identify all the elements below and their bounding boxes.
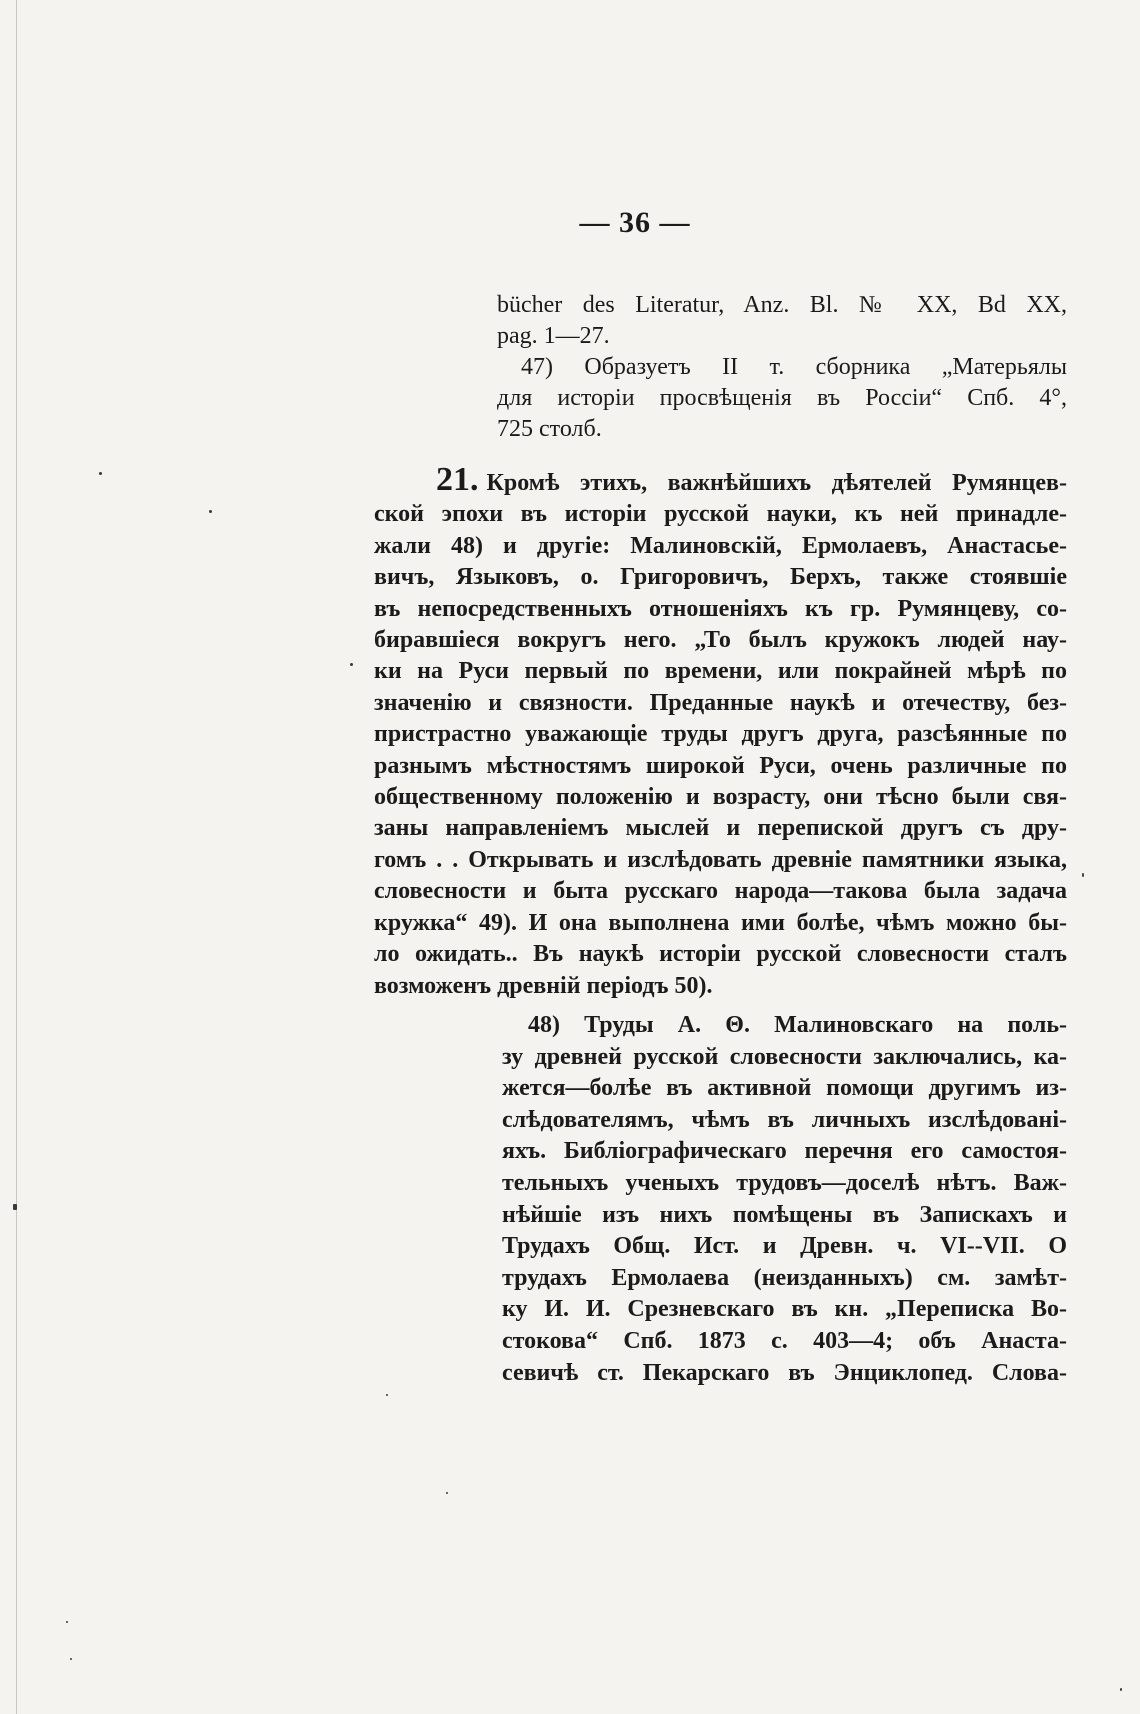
paragraph-line-2: ской эпохи въ исторіи русской науки, къ ней принадле- xyxy=(374,501,1067,528)
footnote-48-line-10: ку И. И. Срезневскаго въ кн. „Переписка Во- xyxy=(502,1296,1067,1323)
footnote-48-line-6: тельныхъ ученыхъ трудовъ—доселѣ нѣтъ. Важ- xyxy=(502,1169,1067,1196)
paragraph-line-12: заны направленіемъ мыслей и перепиской другъ съ дру- xyxy=(374,815,1067,842)
paragraph-line-5: въ непосредственныхъ отношеніяхъ къ гр. Румянцеву, со- xyxy=(374,595,1067,622)
paragraph-line-10: разнымъ мѣстностямъ широкой Руси, очень различные по xyxy=(374,752,1067,779)
footnote-48-line-4: слѣдователямъ, чѣмъ въ личныхъ изслѣдованi- xyxy=(502,1106,1067,1133)
footnote-48-line-2: зу древней русской словесности заключались, ка- xyxy=(502,1043,1067,1070)
scan-speck xyxy=(386,1394,388,1396)
page-binding-edge xyxy=(16,0,17,1714)
scan-speck xyxy=(66,1621,68,1623)
paragraph-line-14: словесности и быта русскаго народа—такова была задача xyxy=(374,878,1067,905)
footnote-48-line-1: 48) Труды А. Θ. Малиновскаго на поль- xyxy=(528,1012,1067,1038)
footnote-47-line-1: 47) Образуетъ II т. сборника „Матерьялы xyxy=(521,354,1067,380)
page-number: — 36 — xyxy=(579,206,691,239)
footnote-47-line-3: 725 столб. xyxy=(497,416,602,442)
paragraph-line-13: гомъ . . Открывать и изслѣдовать древніе памятники языка, xyxy=(374,846,1067,873)
footnote-47-line-2: для исторіи просвѣщенія въ Россіи“ Спб. 4°, xyxy=(497,385,1067,411)
paragraph-line-7: ки на Руси первый по времени, или покрайней мѣрѣ по xyxy=(374,658,1067,685)
paragraph-line-8: значенію и связности. Преданные наукѣ и отечеству, без- xyxy=(374,689,1067,716)
scan-speck xyxy=(446,1492,448,1494)
paragraph-line-1 xyxy=(374,461,1067,499)
paragraph-line-1-text: Кромѣ этихъ, важнѣйшихъ дѣятелей Румянцев- xyxy=(486,470,1067,496)
scan-speck xyxy=(13,1204,17,1210)
footnote-48-line-9: трудахъ Ермолаева (неизданныхъ) см. замѣт- xyxy=(502,1264,1067,1291)
paragraph-line-9: пристрастно уважающіе труды другъ друга, разсѣянные по xyxy=(374,721,1067,748)
footnote-48-line-8: Трудахъ Общ. Ист. и Древн. ч. VI--VII. О xyxy=(502,1233,1067,1260)
paragraph-line-6: биравшіеся вокругъ него. „То былъ кружокъ людей нау- xyxy=(374,627,1067,654)
scan-speck xyxy=(1082,873,1084,877)
footnote-48-line-12: севичѣ ст. Пекарскаго въ Энциклопед. Слова- xyxy=(502,1359,1067,1386)
scan-speck xyxy=(209,510,212,513)
footnote-continuation-line-1: bücher des Literatur, Anz. Bl. № XX, Bd XX, xyxy=(497,292,1067,318)
scan-speck xyxy=(350,663,353,666)
footnote-48-line-5: яхъ. Библіографическаго перечня его самостоя- xyxy=(502,1138,1067,1165)
scan-speck xyxy=(99,472,102,475)
footnote-continuation-line-2: pag. 1—27. xyxy=(497,323,610,349)
scan-speck xyxy=(1120,1688,1122,1691)
footnote-48-line-7: нѣйшіе изъ нихъ помѣщены въ Запискахъ и xyxy=(502,1201,1067,1228)
paragraph-line-4: вичъ, Языковъ, о. Григоровичъ, Берхъ, также стоявшіе xyxy=(374,564,1067,591)
scan-speck xyxy=(70,1658,72,1660)
footnote-48 xyxy=(502,1010,1067,1389)
paragraph-line-11: общественному положенію и возрасту, они тѣсно были свя- xyxy=(374,784,1067,811)
paragraph-line-17: возможенъ древній періодъ 50). xyxy=(374,972,713,999)
footnote-48-line-11: стокова“ Спб. 1873 с. 403—4; объ Анаста- xyxy=(502,1327,1067,1354)
paragraph-line-16: ло ожидать.. Въ наукѣ исторіи русской словесности сталъ xyxy=(374,941,1067,968)
footnote-48-line-3: жется—болѣе въ активной помощи другимъ из- xyxy=(502,1075,1067,1102)
footnotes-top xyxy=(497,290,1067,445)
paragraph-line-3: жали 48) и другіе: Малиновскій, Ермолаевъ, Анастасье- xyxy=(374,532,1067,559)
section-21-paragraph xyxy=(374,461,1067,1002)
section-number: 21. xyxy=(436,461,479,498)
paragraph-line-15: кружка“ 49). И она выполнена ими болѣе, чѣмъ можно бы- xyxy=(374,909,1067,936)
